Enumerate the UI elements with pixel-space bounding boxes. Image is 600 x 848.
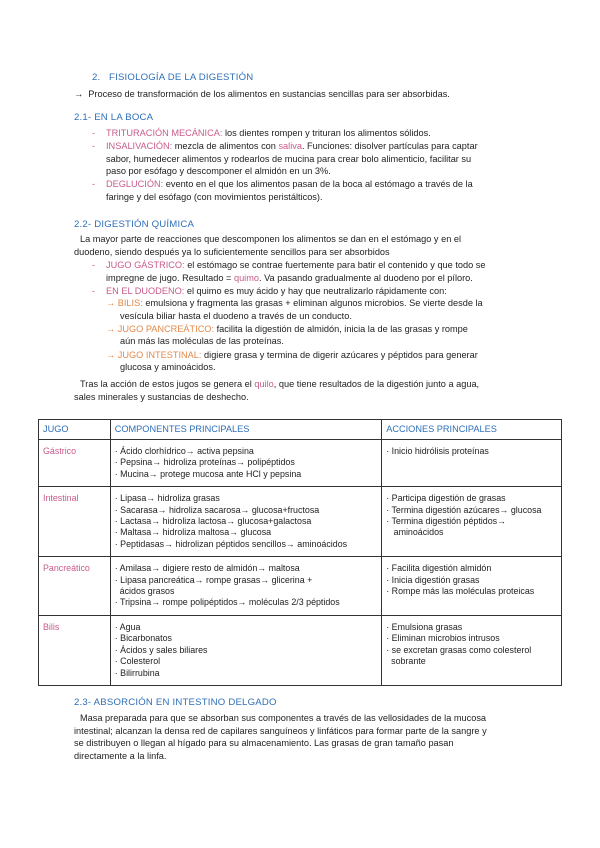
row-actions	[382, 557, 562, 616]
sec22-title: 2.2- DIGESTIÓN QUÍMICA	[74, 219, 195, 230]
item-text: mezcla de alimentos con	[174, 141, 276, 151]
item-label: DEGLUCIÓN:	[106, 179, 164, 189]
table-row	[39, 557, 562, 616]
after-paragraph	[80, 378, 479, 390]
highlight-word: quilo	[254, 379, 274, 389]
sec23-paragraph: Masa preparada para que se absorban sus componentes a través de las vellosidades de la mucosa	[80, 713, 487, 723]
highlight-word: saliva	[278, 141, 302, 151]
sec23-paragraph: se distribuyen o llegan al hígado para su almacenamiento. Las grasas de gran tamaño pasan	[74, 738, 454, 748]
arrow-icon: →	[106, 323, 116, 334]
after-paragraph-cont: sales minerales y sustancias de deshecho.	[74, 391, 249, 402]
heading-number: 2.	[92, 72, 101, 83]
component-line: · Tripsina→ rompe polipéptidos→ moléculas 2/3 péptidos	[114, 597, 340, 608]
component-line: · Ácidos y sales biliares	[114, 644, 208, 655]
sub-text: digiere grasa y termina de digerir azúcares y péptidos para generar	[204, 349, 478, 360]
table-row	[39, 487, 562, 557]
row-name: Gástrico	[39, 440, 111, 487]
sec21-item-trituracion: - TRITURACIÓN MECÁNICA: los dientes rompen y trituran los alimentos sólidos.	[92, 128, 431, 138]
action-line: · Participa digestión de grasas	[386, 493, 506, 504]
action-line: · Termina digestión péptidos→	[386, 516, 506, 527]
action-line: · Facilita digestión almidón	[386, 563, 492, 574]
component-line: · Pepsina→ hidroliza proteínas→ polipéptidos	[114, 457, 295, 468]
row-components	[110, 440, 382, 487]
action-line: · Rompe más las moléculas proteicas	[386, 586, 535, 597]
item-text-cont: sabor, humedecer alimentos y rodearlos de mucina para crear bolo alimenticio, facilitar su	[106, 153, 472, 164]
row-actions	[382, 487, 562, 557]
column-header: ACCIONES PRINCIPALES	[382, 420, 562, 440]
sub-text-cont: vesícula biliar hasta el duodeno a través de un conducto.	[120, 310, 352, 321]
sub-text-cont: glucosa y aminoácidos.	[120, 362, 216, 372]
juices-table	[38, 419, 562, 686]
row-components	[110, 615, 382, 685]
item-text: . Funciones: disolver partículas para captar	[301, 141, 478, 151]
component-line: · Lipasa→ hidroliza grasas	[114, 493, 220, 504]
sec22-paragraph: La mayor parte de reacciones que descomponen los alimentos se dan en el estómago y en el	[80, 234, 462, 244]
component-line: · Ácido clorhídrico→ activa pepsina	[114, 446, 254, 456]
sub-label: BILIS:	[117, 298, 143, 308]
component-line: · Peptidasas→ hidrolizan péptidos sencillos→ aminoácidos	[114, 538, 348, 549]
action-line: · Inicio hidrólisis proteínas	[386, 446, 489, 456]
item-text: impregne de jugo. Resultado =	[106, 272, 232, 283]
item-text: evento en el que los alimentos pasan de la boca al estómago a través de la	[165, 179, 473, 189]
table-row	[39, 615, 562, 685]
component-line: · Amilasa→ digiere resto de almidón→ maltosa	[114, 563, 300, 574]
sub-label: JUGO INTESTINAL:	[117, 349, 202, 360]
item-text: los dientes rompen y trituran los alimentos sólidos.	[224, 128, 431, 138]
highlight-word: quimo	[233, 272, 259, 283]
column-header: COMPONENTES PRINCIPALES	[110, 420, 382, 440]
component-line: · Colesterol	[114, 656, 161, 667]
row-actions	[382, 615, 562, 685]
component-line: · Lactasa→ hidroliza lactosa→ glucosa+galactosa	[114, 516, 312, 527]
sec22-item-gastrico: - JUGO GÁSTRICO: el estómago se contrae fuertemente para batir el contenido y que todo se	[92, 260, 486, 270]
component-line: · Mucina→ protege mucosa ante HCl y pepsina	[114, 468, 302, 479]
item-label: INSALIVACIÓN:	[106, 141, 173, 151]
after-text: Tras la acción de estos jugos se genera el	[80, 379, 252, 389]
section-heading	[92, 72, 253, 83]
component-line: · Sacarasa→ hidroliza sacarosa→ glucosa+fructosa	[114, 504, 320, 515]
sec22-paragraph: duodeno, siendo después ya lo suficientemente sencillos para ser absorbidos	[74, 246, 390, 257]
component-line: ácidos grasos	[114, 586, 175, 597]
row-components	[110, 487, 382, 557]
action-line: · se excretan grasas como colesterol	[386, 644, 532, 655]
component-line: · Agua	[114, 621, 141, 632]
sub-text: emulsiona y fragmenta las grasas + eliminan algunos microbios. Se vierte desde la	[145, 298, 483, 308]
action-line: · Termina digestión azúcares→ glucosa	[386, 504, 542, 515]
component-line: · Maltasa→ hidroliza maltosa→ glucosa	[114, 527, 272, 538]
component-line: · Bicarbonatos	[114, 633, 172, 644]
table-row	[39, 440, 562, 487]
sub-text: facilita la digestión de almidón, inicia la de las grasas y rompe	[216, 323, 468, 334]
intro-text: Proceso de transformación de los alimentos en sustancias sencillas para ser absorbidas.	[88, 89, 450, 99]
component-line: · Lipasa pancreática→ rompe grasas→ glicerina +	[114, 574, 313, 585]
arrow-icon: →	[106, 349, 116, 360]
sec23-paragraph: directamente a la linfa.	[74, 750, 167, 761]
sec22-item-duodeno: - EN EL DUODENO: el quimo es muy ácido y hay que neutralizarlo rápidamente con:	[92, 285, 447, 296]
item-text-cont: paso por esófago y descomponer el almidón en un 3%.	[106, 166, 331, 176]
action-line: · Emulsiona grasas	[386, 621, 463, 632]
item-text-cont	[106, 272, 473, 284]
sub-text-cont: aún más las moléculas de las proteínas.	[120, 336, 284, 346]
row-name: Pancreático	[39, 557, 111, 616]
row-components	[110, 557, 382, 616]
item-label: JUGO GÁSTRICO:	[106, 260, 185, 270]
item-label: TRITURACIÓN MECÁNICA:	[106, 128, 223, 138]
sub-label: JUGO PANCREÁTICO:	[117, 323, 215, 334]
item-text: el quimo es muy ácido y hay que neutralizarlo rápidamente con:	[186, 285, 447, 296]
column-header: JUGO	[39, 420, 111, 440]
arrow-icon: →	[74, 89, 84, 99]
sub-item-bilis	[106, 297, 483, 309]
item-text: el estómago se contrae fuertemente para batir el contenido y que todo se	[187, 260, 486, 270]
sec21-item-deglucion: - DEGLUCIÓN: evento en el que los alimentos pasan de la boca al estómago a través de la	[92, 179, 473, 189]
heading-title: FISIOLOGÍA DE LA DIGESTIÓN	[109, 72, 254, 83]
action-line: sobrante	[386, 656, 426, 667]
item-label: EN EL DUODENO:	[106, 285, 185, 296]
after-text: , que tiene resultados de la digestión junto a agua,	[273, 379, 480, 389]
sec21-item-insalivacion: - INSALIVACIÓN: mezcla de alimentos con saliva. Funciones: disolver partículas para captar	[92, 141, 478, 151]
intro-line	[74, 88, 450, 100]
sec21-title: 2.1- EN LA BOCA	[74, 112, 154, 123]
action-line: aminoácidos	[386, 527, 444, 538]
item-text: . Va pasando gradualmente al duodeno por el píloro.	[258, 272, 473, 283]
sub-item-intestinal	[106, 349, 478, 361]
row-name: Intestinal	[39, 487, 111, 557]
item-text-cont: faringe y del esófago (con movimientos peristálticos).	[106, 191, 323, 202]
row-name: Bilis	[39, 615, 111, 685]
sec23-paragraph: intestinal; alcanzan la densa red de capilares sanguíneos y linfáticos para formar parte de la sangre y	[74, 725, 487, 736]
component-line: · Bilirrubina	[114, 667, 160, 678]
arrow-icon: →	[106, 298, 116, 308]
action-line: · Inicia digestión grasas	[386, 574, 480, 585]
action-line: · Eliminan microbios intrusos	[386, 633, 500, 644]
sec23-title: 2.3- ABSORCIÓN EN INTESTINO DELGADO	[74, 697, 277, 708]
table-header-row	[39, 420, 562, 440]
row-actions	[382, 440, 562, 487]
sub-item-pancreatico	[106, 323, 468, 335]
